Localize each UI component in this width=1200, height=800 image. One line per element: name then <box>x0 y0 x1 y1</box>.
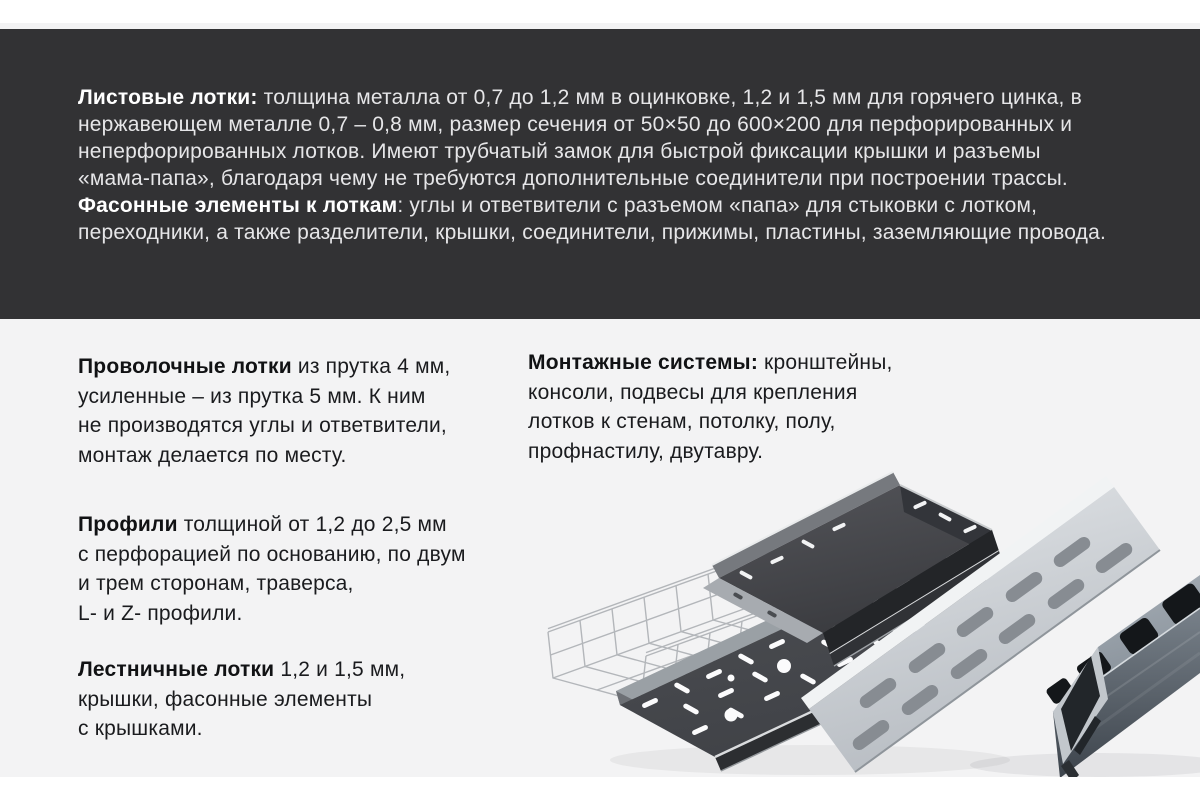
ladder-trays-title: Лестничные лотки <box>78 658 275 681</box>
wire-trays-line: усиленные – из прутка 5 мм. К ним <box>78 384 426 408</box>
mounting-systems-line: профнастилу, двутавру. <box>528 439 764 463</box>
wire-trays-title: Проволочные лотки <box>78 355 292 378</box>
profiles-title: Профили <box>78 513 178 536</box>
profiles-line: и трем сторонам, траверса, <box>78 572 354 595</box>
fittings-title: Фасонные элементы к лоткам <box>78 194 398 217</box>
products-illustration <box>520 460 1200 777</box>
wire-trays-line: не производятся углы и ответвители, <box>78 414 447 437</box>
profiles-line: с перфорацией по основанию, по двум <box>78 542 466 566</box>
section-profiles: Профили толщиной от 1,2 до 2,5 мм с перфорацией по основанию, по двум и трем сторонам, траверса, L- и Z- профили. <box>78 510 466 628</box>
hero-paragraph <box>78 84 1110 246</box>
section-wire-trays: Проволочные лотки из прутка 4 мм, усиленные – из прутка 5 мм. К ним не производятся углы и ответвители, монтаж делается по месту. <box>78 352 450 470</box>
mounting-systems-title: Монтажные системы: <box>528 351 759 374</box>
section-ladder-trays: Лестничные лотки 1,2 и 1,5 мм, крышки, фасонные элементы с крышками. <box>78 655 405 744</box>
section-mounting-systems: Монтажные системы: кронштейны, консоли, подвесы для крепления лотков к стенам, потолку, полу, профнастилу, двутавру. <box>528 348 893 466</box>
ladder-trays-line: с крышками. <box>78 717 203 740</box>
wire-trays-line: монтаж делается по месту. <box>78 443 347 467</box>
sheet-trays-title: Листовые лотки: <box>78 86 258 109</box>
product-shadows <box>610 745 1200 777</box>
sheet-trays-text: толщина металла от 0,7 до 1,2 мм в оцинковке, 1,2 и 1,5 мм для горячего цинка, в нержавеющем металле 0,7 – 0,8 мм, размер сечения от 50×50 до 600×200 для перфорированных и неперфорированных лотков. Имеют трубчатый замок для быстрой фиксации крышки и разъемы «мама-папа», благодаря чему не требуются дополнительные соединители при построении трассы. <box>78 86 1082 190</box>
profiles-line: L- и Z- профили. <box>78 601 243 625</box>
fittings-text: : углы и ответвители с разъемом «папа» для стыковки с лотком, переходники, а также разделители, крышки, соединители, прижимы, пластины, заземляющие провода. <box>78 194 1106 244</box>
ladder-trays-line: крышки, фасонные элементы <box>78 687 373 711</box>
mounting-systems-line: лотков к стенам, потолку, полу, <box>528 410 836 433</box>
mounting-systems-line: консоли, подвесы для крепления <box>528 380 858 404</box>
sheet-trays-hero-block <box>0 29 1200 319</box>
